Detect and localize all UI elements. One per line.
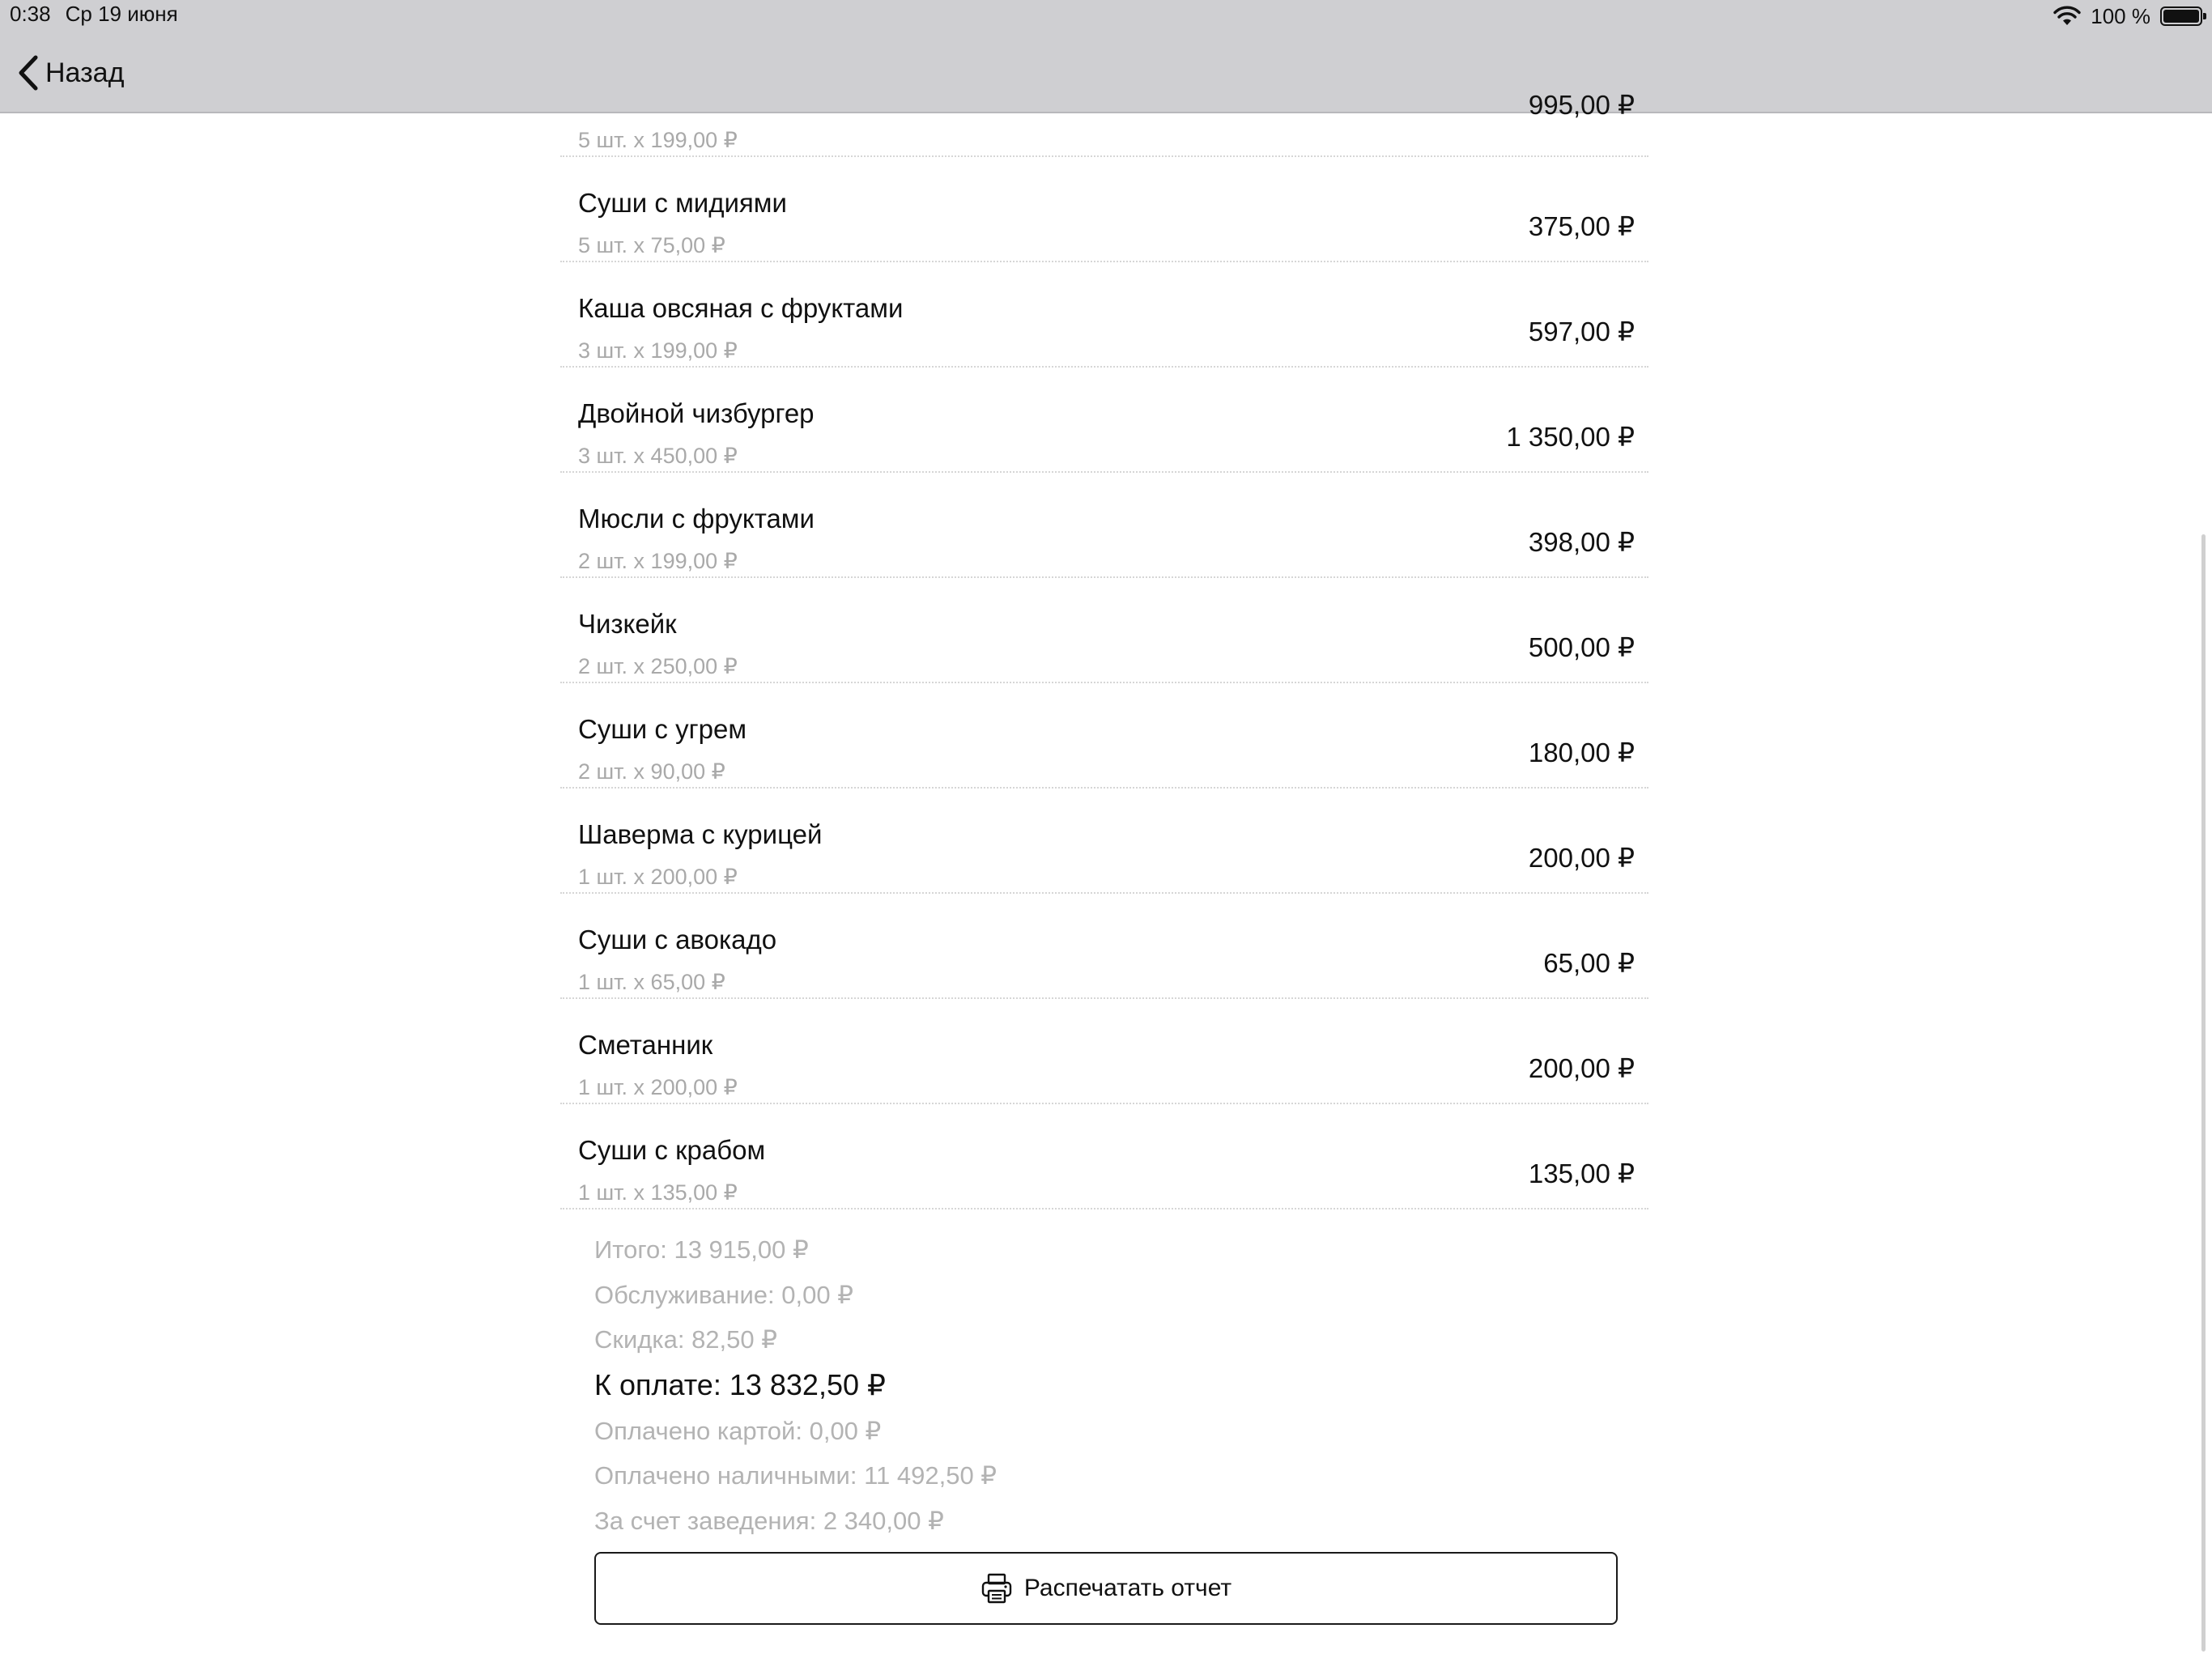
discount-text: Скидка: 82,50 ₽ <box>594 1325 777 1354</box>
on-the-house-text: За счет заведения: 2 340,00 ₽ <box>594 1506 944 1535</box>
list-item <box>560 368 1648 473</box>
paid-in-cash-text: Оплачено наличными: 11 492,50 ₽ <box>594 1461 998 1490</box>
print-report-label: Распечатать отчет <box>1023 1575 1232 1601</box>
item-total: 200,00 ₽ <box>1528 1053 1635 1083</box>
item-total: 500,00 ₽ <box>1528 632 1635 662</box>
item-total: 135,00 ₽ <box>1528 1158 1635 1188</box>
scroll-indicator[interactable] <box>2201 534 2206 1652</box>
item-name: Суши с угрем <box>578 714 747 744</box>
amount-due-text: К оплате: 13 832,50 ₽ <box>594 1367 886 1401</box>
list-item <box>560 894 1648 999</box>
item-name: Сметанник <box>578 1030 713 1060</box>
list-item <box>560 789 1648 894</box>
item-name: Шаверма с курицей <box>578 819 823 849</box>
item-quantity: 5 шт. x 199,00 ₽ <box>578 128 738 152</box>
back-label: Назад <box>45 57 125 88</box>
item-total: 398,00 ₽ <box>1528 527 1635 557</box>
list-item <box>560 999 1648 1104</box>
item-quantity: 1 шт. x 65,00 ₽ <box>578 970 725 994</box>
item-name: Суши с мидиями <box>578 188 787 218</box>
item-quantity: 2 шт. x 90,00 ₽ <box>578 759 725 784</box>
item-quantity: 1 шт. x 200,00 ₽ <box>578 1075 738 1099</box>
subtotal-text: Итого: 13 915,00 ₽ <box>594 1235 809 1264</box>
list-item <box>560 157 1648 262</box>
status-bar-left <box>10 2 178 27</box>
item-total: 375,00 ₽ <box>1528 211 1635 241</box>
paid-by-card-text: Оплачено картой: 0,00 ₽ <box>594 1416 882 1445</box>
item-name: Каша овсяная с фруктами <box>578 293 904 323</box>
item-quantity: 2 шт. x 199,00 ₽ <box>578 549 738 573</box>
item-name: Чизкейк <box>578 609 677 639</box>
order-items-list <box>560 52 1648 1209</box>
list-item <box>560 52 1648 157</box>
item-name: Суши с крабом <box>578 1135 766 1165</box>
item-total: 995,00 ₽ <box>1528 90 1635 120</box>
item-name: Суши с авокадо <box>578 925 777 954</box>
print-report-button[interactable] <box>594 1552 1618 1625</box>
back-button[interactable] <box>16 50 124 96</box>
item-quantity: 3 шт. x 450,00 ₽ <box>578 444 738 468</box>
item-total: 200,00 ₽ <box>1528 843 1635 873</box>
list-item <box>560 1104 1648 1209</box>
list-item <box>560 473 1648 578</box>
order-summary <box>594 1232 997 1548</box>
battery-percentage: 100 % <box>2091 3 2150 28</box>
item-quantity: 5 шт. x 75,00 ₽ <box>578 233 725 257</box>
item-total: 180,00 ₽ <box>1528 738 1635 767</box>
status-time: 0:38 <box>10 2 51 26</box>
list-item <box>560 262 1648 368</box>
item-quantity: 3 шт. x 199,00 ₽ <box>578 338 738 363</box>
item-name: Двойной чизбургер <box>578 398 815 428</box>
printer-icon <box>981 1572 1013 1605</box>
item-total: 597,00 ₽ <box>1528 317 1635 346</box>
list-item <box>560 683 1648 789</box>
status-date: Ср 19 июня <box>65 2 178 26</box>
chevron-left-icon <box>16 54 40 91</box>
item-quantity: 1 шт. x 135,00 ₽ <box>578 1180 738 1205</box>
battery-icon <box>2160 6 2202 26</box>
list-item <box>560 578 1648 683</box>
item-quantity: 2 шт. x 250,00 ₽ <box>578 654 738 678</box>
item-quantity: 1 шт. x 200,00 ₽ <box>578 865 738 889</box>
status-bar-right <box>2053 2 2202 31</box>
item-name: Мюсли с фруктами <box>578 504 815 534</box>
item-total: 65,00 ₽ <box>1543 948 1635 978</box>
item-total: 1 350,00 ₽ <box>1506 422 1635 452</box>
wifi-icon <box>2053 6 2081 27</box>
service-charge-text: Обслуживание: 0,00 ₽ <box>594 1280 853 1309</box>
